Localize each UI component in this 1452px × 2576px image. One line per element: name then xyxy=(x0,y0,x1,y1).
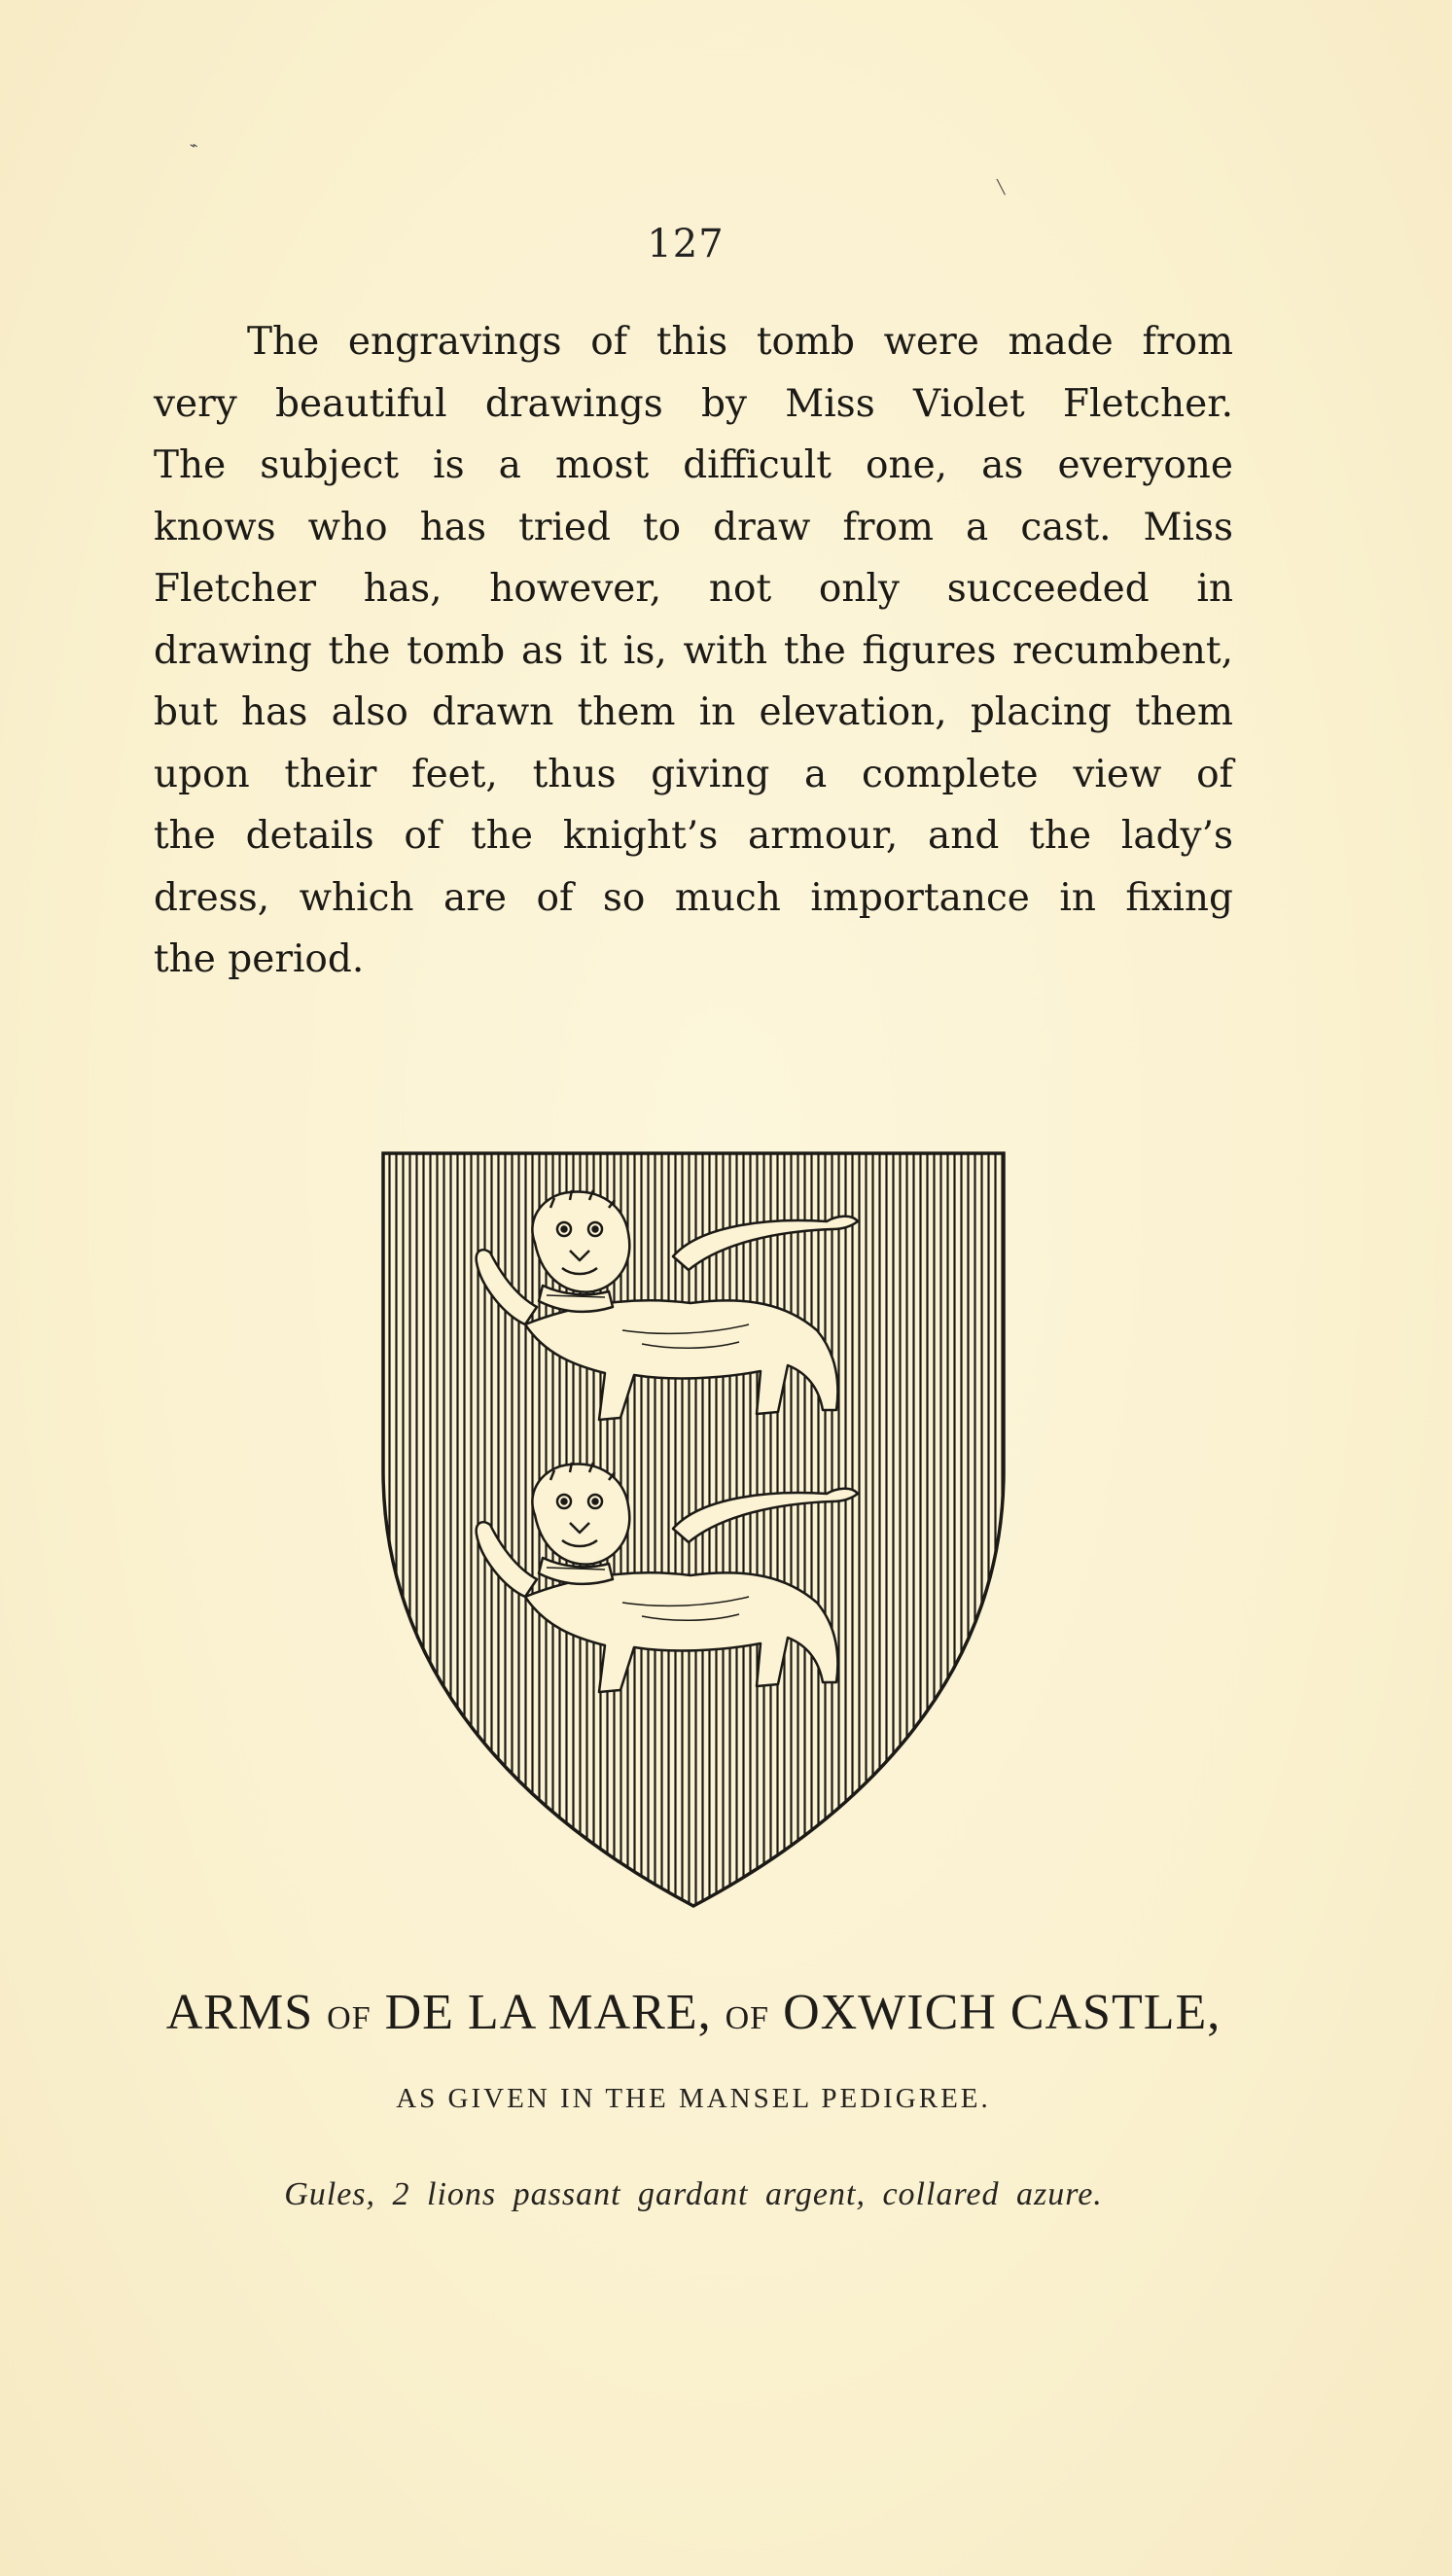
text-line: upon their feet, thus giving a complete view of xyxy=(154,752,1233,796)
margin-mark: ╲ xyxy=(997,180,1006,195)
coat-of-arms-shield xyxy=(379,1149,1008,1908)
text-line: knows who has tried to draw from a cast. Miss xyxy=(154,505,1233,549)
text-line: dress, which are of so much importance in fixing xyxy=(154,875,1233,920)
caption-subtitle: AS GIVEN IN THE MANSEL PEDIGREE. xyxy=(396,2083,991,2114)
margin-mark: ⌁ xyxy=(190,138,198,154)
text-line: Fletcher has, however, not only succeeded in xyxy=(154,567,1233,611)
text-line: but has also drawn them in elevation, placing them xyxy=(154,690,1233,734)
caption-title-part: ARMS xyxy=(165,1985,328,2040)
caption-title-of: OF xyxy=(725,2000,770,2036)
caption-blazon: Gules, 2 lions passant gardant argent, collared azure. xyxy=(284,2176,1103,2212)
text-line: very beautiful drawings by Miss Violet Fletcher. xyxy=(154,381,1233,426)
caption-title-part: DE LA MARE, xyxy=(371,1985,726,2040)
text-line: drawing the tomb as it is, with the figures recumbent, xyxy=(154,628,1233,673)
caption-title xyxy=(154,1984,1233,2041)
page-number: 127 xyxy=(647,222,725,266)
caption-title-part: OXWICH CASTLE, xyxy=(769,1985,1222,2040)
text-line: The engravings of this tomb were made from xyxy=(247,320,1233,364)
text-line: The subject is a most difficult one, as everyone xyxy=(154,443,1233,487)
text-line: the period. xyxy=(154,937,365,981)
body-paragraph xyxy=(154,311,1233,991)
caption-title-of: OF xyxy=(327,2000,372,2036)
text-line: the details of the knight’s armour, and the lady’s xyxy=(154,814,1233,858)
